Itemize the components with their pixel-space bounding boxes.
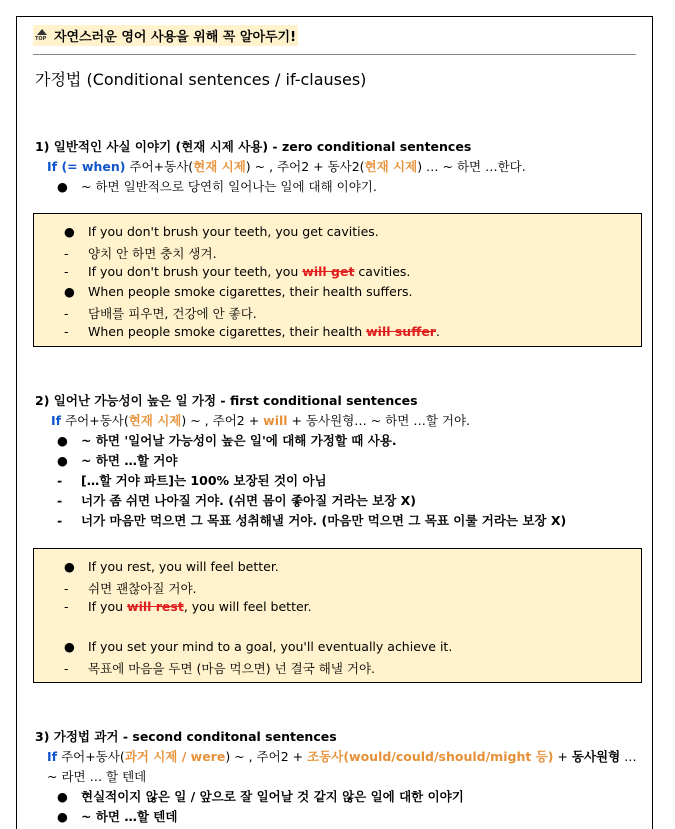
list-item: - 목표에 마음을 두면 (마음 먹으면) 넌 결국 해낼 거야.	[64, 661, 376, 676]
list-item: - If you will rest, you will feel better.	[64, 599, 312, 614]
list-item: - 양치 안 하면 충치 생겨.	[64, 246, 217, 261]
list-item: ● ~ 하면 …할 거야	[57, 453, 178, 468]
page-title: 가정법 (Conditional sentences / if-clauses)	[35, 70, 367, 89]
list-item: ● ~ 하면 '일어날 가능성이 높은 일'에 대해 가정할 때 사용.	[57, 433, 397, 448]
section1-example-box	[33, 213, 642, 347]
section3-formula: If 주어+동사(과거 시제 / were) ~ , 주어2 + 조동사(would/could/should/might 등) + 동사원형 …	[47, 749, 637, 764]
section2-formula: If 주어+동사(현재 시제) ~ , 주어2 + will + 동사원형… ~ 하면 …할 거야.	[51, 413, 470, 428]
section3-formula-meaning: ~ 라면 … 할 텐데	[47, 769, 147, 784]
header-text: 자연스러운 영어 사용을 위해 꼭 알아두기!	[54, 30, 297, 45]
section1-note: ● ~ 하면 일반적으로 당연히 일어나는 일에 대해 이야기.	[57, 179, 377, 194]
section1-formula: If (= when) 주어+동사(현재 시제) ~ , 주어2 + 동사2(현재 시제) … ~ 하면 …한다.	[47, 159, 526, 174]
section2-heading: 2) 일어난 가능성이 높은 일 가정 - first conditional sentences	[35, 393, 418, 408]
divider	[33, 54, 636, 55]
section1-heading: 1) 일반적인 사실 이야기 (현재 시제 사용) - zero conditional sentences	[35, 139, 472, 154]
list-item: ● ~ 하면 …할 텐데	[57, 809, 178, 824]
section3-heading: 3) 가정법 과거 - second conditonal sentences	[35, 729, 337, 744]
section2-example-box	[33, 548, 642, 683]
list-item: ● If you don't brush your teeth, you get cavities.	[64, 224, 379, 239]
list-item: ● 현실적이지 않은 일 / 앞으로 잘 일어날 것 같지 않은 일에 대한 이야기	[57, 789, 464, 804]
document-page	[16, 16, 653, 829]
list-item: ● If you set your mind to a goal, you'll eventually achieve it.	[64, 639, 453, 654]
header-title	[33, 25, 298, 46]
list-item: - 담배를 피우면, 건강에 안 좋다.	[64, 306, 257, 321]
list-item: - 너가 마음만 먹으면 그 목표 성취해낼 거야. (마음만 먹으면 그 목표 이룰 거라는 보장 X)	[57, 513, 567, 528]
top-arrow-icon: TOP	[35, 29, 48, 43]
list-item: - When people smoke cigarettes, their health will suffer.	[64, 324, 440, 339]
list-item: ● If you rest, you will feel better.	[64, 559, 279, 574]
list-item: - If you don't brush your teeth, you will get cavities.	[64, 264, 411, 279]
list-item: - 너가 좀 쉬면 나아질 거야. (쉬면 몸이 좋아질 거라는 보장 X)	[57, 493, 416, 508]
list-item: ● When people smoke cigarettes, their health suffers.	[64, 284, 413, 299]
list-item: - […할 거야 파트]는 100% 보장된 것이 아님	[57, 473, 327, 488]
list-item: - 쉬면 괜찮아질 거야.	[64, 581, 197, 596]
